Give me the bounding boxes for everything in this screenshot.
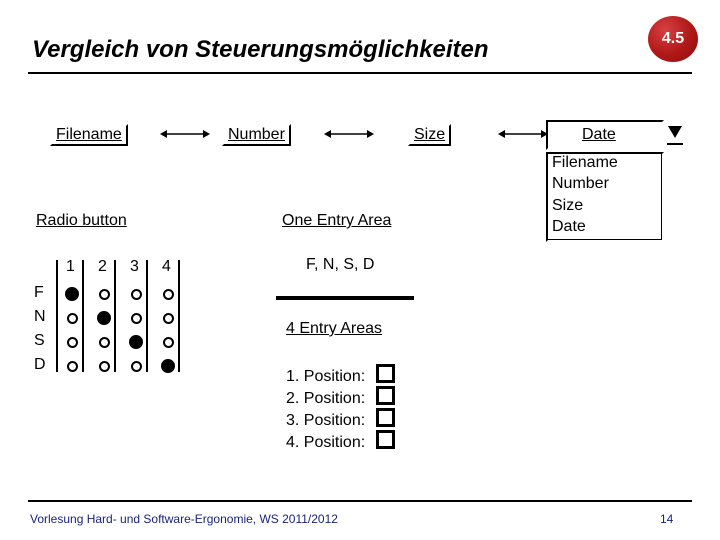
one-entry-heading: One Entry Area: [282, 212, 392, 229]
position-row-3: [286, 408, 395, 430]
dropdown-option-size[interactable]: Size: [552, 197, 584, 214]
date-select-value: Date: [582, 126, 616, 143]
date-select[interactable]: [546, 120, 664, 150]
radio-column-label: 4: [162, 258, 171, 275]
one-entry-field[interactable]: F, N, S, D: [306, 256, 375, 273]
section-divider: [276, 296, 414, 300]
dropdown-arrow-icon[interactable]: [666, 122, 684, 146]
position-1-input[interactable]: [376, 364, 395, 383]
filename-button-label: Filename: [56, 126, 122, 143]
radio-row-label: S: [34, 332, 45, 349]
radio-heading: Radio button: [36, 212, 127, 229]
size-button[interactable]: [408, 124, 451, 146]
dropdown-option-number[interactable]: Number: [552, 175, 609, 192]
radio-button[interactable]: [67, 313, 78, 324]
column-divider: [82, 260, 84, 372]
radio-button[interactable]: [67, 361, 78, 372]
column-divider: [146, 260, 148, 372]
radio-row-label: D: [34, 356, 46, 373]
radio-button-selected[interactable]: [129, 335, 143, 349]
radio-button[interactable]: [99, 289, 110, 300]
position-4-input[interactable]: [376, 430, 395, 449]
radio-button-selected[interactable]: [65, 287, 79, 301]
radio-button[interactable]: [99, 337, 110, 348]
position-2-input[interactable]: [376, 386, 395, 405]
radio-button[interactable]: [163, 289, 174, 300]
size-button-label: Size: [414, 126, 446, 143]
radio-row-label: N: [34, 308, 46, 325]
double-arrow-icon: [160, 128, 210, 140]
dropdown-list[interactable]: [546, 152, 664, 242]
position-label: 4. Position:: [286, 434, 366, 451]
radio-column-label: 3: [130, 258, 139, 275]
column-divider: [114, 260, 116, 372]
radio-column-label: 2: [98, 258, 107, 275]
four-entry-heading: 4 Entry Areas: [286, 320, 383, 337]
title-divider: [28, 72, 692, 74]
radio-button[interactable]: [99, 361, 110, 372]
double-arrow-icon: [498, 128, 548, 140]
section-badge: 4.5: [648, 16, 698, 62]
number-button[interactable]: [222, 124, 291, 146]
position-row-1: [286, 364, 395, 386]
footer-text: Vorlesung Hard- und Software-Ergonomie, WS 2011/2012: [30, 512, 338, 526]
position-row-4: [286, 430, 395, 452]
column-divider: [178, 260, 180, 372]
position-row-2: [286, 386, 395, 408]
page-number: 14: [660, 512, 674, 526]
radio-button[interactable]: [131, 361, 142, 372]
number-button-label: Number: [228, 126, 285, 143]
radio-button[interactable]: [67, 337, 78, 348]
double-arrow-icon: [324, 128, 374, 140]
dropdown-option-date[interactable]: Date: [552, 218, 586, 235]
radio-row-label: F: [34, 284, 44, 301]
column-divider: [56, 260, 58, 372]
position-label: 3. Position:: [286, 412, 366, 429]
footer-divider: [28, 500, 692, 502]
position-label: 1. Position:: [286, 368, 366, 385]
radio-button[interactable]: [131, 313, 142, 324]
dropdown-option-filename[interactable]: Filename: [552, 154, 618, 171]
radio-button-selected[interactable]: [97, 311, 111, 325]
position-label: 2. Position:: [286, 390, 366, 407]
radio-button[interactable]: [163, 337, 174, 348]
radio-button[interactable]: [131, 289, 142, 300]
filename-button[interactable]: [50, 124, 128, 146]
position-3-input[interactable]: [376, 408, 395, 427]
radio-button[interactable]: [163, 313, 174, 324]
radio-button-selected[interactable]: [161, 359, 175, 373]
page-title: Vergleich von Steuerungsmöglichkeiten: [32, 36, 489, 63]
radio-column-label: 1: [66, 258, 75, 275]
